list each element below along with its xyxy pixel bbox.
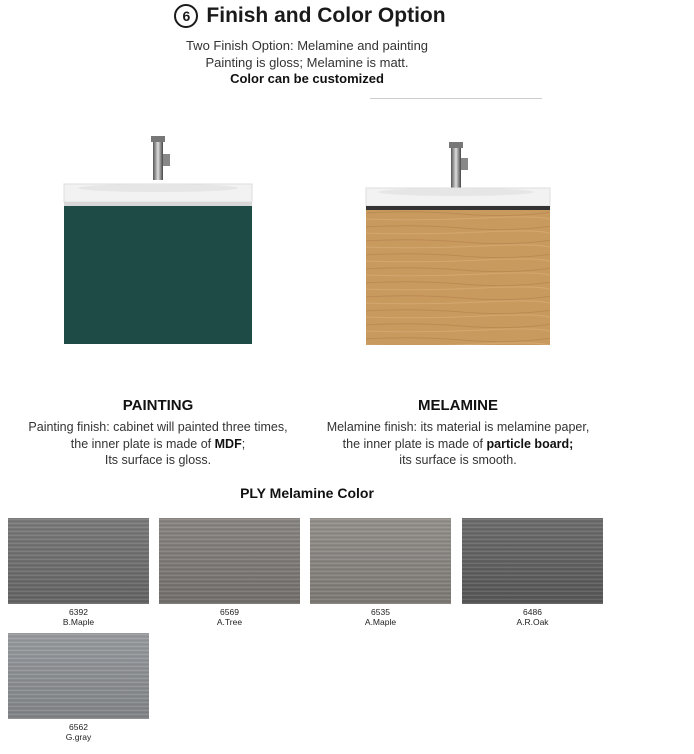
swatch-label-6392: 6392 B.Maple bbox=[62, 607, 95, 627]
swatch-label-6535: 6535 A.Maple bbox=[364, 607, 397, 627]
swatch-6569 bbox=[159, 518, 300, 604]
melamine-line-1: Melamine finish: its material is melamine paper, bbox=[326, 420, 590, 434]
melamine-cabinet-image bbox=[362, 138, 558, 350]
swatch-6392 bbox=[8, 518, 149, 604]
painting-cabinet-body bbox=[64, 206, 252, 344]
section-title-text: Finish and Color Option bbox=[206, 4, 446, 27]
melamine-description bbox=[312, 419, 604, 469]
swatch-6486 bbox=[462, 518, 603, 604]
painting-line-1: Painting finish: cabinet will painted three times, bbox=[28, 420, 288, 434]
mdf-text: MDF bbox=[214, 436, 242, 451]
faucet-icon bbox=[153, 138, 163, 180]
customize-note: Color can be customized bbox=[230, 71, 384, 86]
melamine-heading: MELAMINE bbox=[418, 397, 498, 414]
melamine-line-3: its surface is smooth. bbox=[399, 453, 517, 467]
painting-cabinet-image bbox=[60, 132, 260, 350]
painting-heading: PAINTING bbox=[122, 397, 194, 414]
section-number-badge: 6 bbox=[174, 4, 198, 28]
ply-melamine-color-title: PLY Melamine Color bbox=[240, 485, 374, 501]
swatch-6562 bbox=[8, 633, 149, 719]
finish-intro-line: Two Finish Option: Melamine and painting bbox=[185, 38, 429, 53]
swatch-label-6486: 6486 A.R.Oak bbox=[516, 607, 549, 627]
swatch-label-6562: 6562 G.gray bbox=[65, 722, 92, 742]
finish-gloss-line: Painting is gloss; Melamine is matt. bbox=[205, 55, 409, 70]
section-title bbox=[0, 4, 620, 28]
melamine-line-2: the inner plate is made of particle board; bbox=[342, 436, 574, 451]
swatch-6535 bbox=[310, 518, 451, 604]
faucet-icon bbox=[451, 144, 461, 190]
painting-line-2: the inner plate is made of MDF; bbox=[70, 436, 246, 451]
painting-line-3: Its surface is gloss. bbox=[104, 453, 212, 467]
particle-board-text: particle board; bbox=[486, 436, 574, 451]
divider bbox=[370, 98, 542, 99]
swatch-label-6569: 6569 A.Tree bbox=[216, 607, 243, 627]
painting-description bbox=[10, 419, 306, 469]
